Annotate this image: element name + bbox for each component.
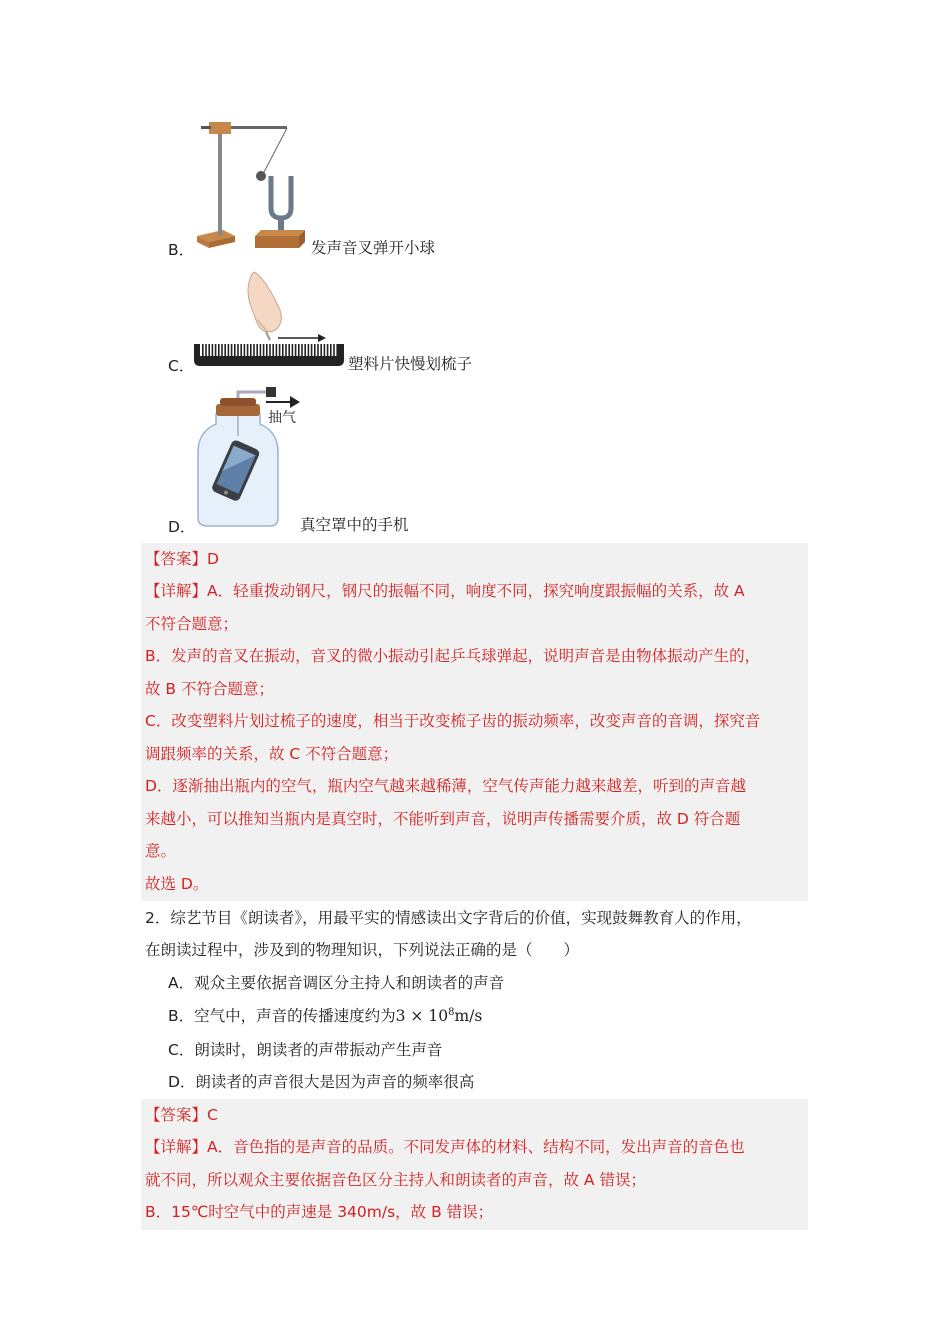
answer-2-label: 【答案】C <box>145 1106 218 1124</box>
question-2-stem-line-2: 在朗读过程中，涉及到的物理知识，下列说法正确的是（ ） <box>145 941 580 959</box>
option-b-letter: B． <box>168 241 195 259</box>
comb-illustration <box>192 270 347 370</box>
answer1-explanation-line: 不符合题意； <box>145 614 239 633</box>
answer1-explanation-line: D．逐渐抽出瓶内的空气，瓶内空气越来越稀薄，空气传声能力越来越差，听到的声音越 <box>145 777 746 795</box>
question-2-option-a: A．观众主要依据音调区分主持人和朗读者的声音 <box>168 974 505 992</box>
question-2-option-d: D．朗读者的声音很大是因为声音的频率很高 <box>168 1073 475 1091</box>
answer1-explanation-line: 故选 D。 <box>145 874 209 893</box>
answer-1-label: 【答案】D <box>145 550 219 568</box>
answer1-explanation-line: C．改变塑料片划过梳子的速度，相当于改变梳子齿的振动频率，改变声音的音调，探究音 <box>145 712 761 730</box>
answer1-explanation-line: B．发声的音叉在振动，音叉的微小振动引起乒乓球弹起，说明声音是由物体振动产生的， <box>145 647 761 665</box>
question-2-stem-line-1: 2．综艺节目《朗读者》，用最平实的情感读出文字背后的价值，实现鼓舞教育人的作用， <box>145 909 752 927</box>
answer2-explanation-line: 就不同，所以观众主要依据音色区分主持人和朗读者的声音，故 A 错误； <box>145 1170 646 1189</box>
answer2-explanation-line: 【详解】A．音色指的是声音的品质。不同发声体的材料、结构不同，发出声音的音色也 <box>145 1138 745 1156</box>
option-c-caption: 塑料片快慢划梳子 <box>348 355 473 373</box>
answer1-explanation-line: 故 B 不符合题意； <box>145 679 274 698</box>
answer1-explanation-line: 调跟频率的关系，故 C 不符合题意； <box>145 744 399 763</box>
option-b-caption: 发声音叉弹开小球 <box>311 239 436 257</box>
tuning-fork-illustration <box>195 118 315 253</box>
question-2-option-b-text: B．空气中，声音的传播速度约为 <box>168 1007 396 1025</box>
question-2-option-b <box>168 1004 482 1026</box>
pump-label: 抽气 <box>268 410 296 426</box>
option-d-letter: D． <box>168 518 196 536</box>
option-c-letter: C． <box>168 357 195 375</box>
answer2-explanation-line: B．15℃时空气中的声速是 340m/s，故 B 错误； <box>145 1203 494 1221</box>
option-d-caption: 真空罩中的手机 <box>300 516 409 534</box>
question-2-option-c: C．朗读时，朗读者的声带振动产生声音 <box>168 1041 443 1059</box>
answer1-explanation-line: 来越小，可以推知当瓶内是真空时，不能听到声音，说明声传播需要介质，故 D 符合题 <box>145 809 741 828</box>
speed-formula: $3 \times 10^8m/s$ <box>395 1006 483 1025</box>
answer1-explanation-line: 意。 <box>145 842 177 860</box>
answer1-explanation-line: 【详解】A．轻重拨动钢尺，钢尺的振幅不同，响度不同，探究响度跟振幅的关系，故 A <box>145 582 745 600</box>
